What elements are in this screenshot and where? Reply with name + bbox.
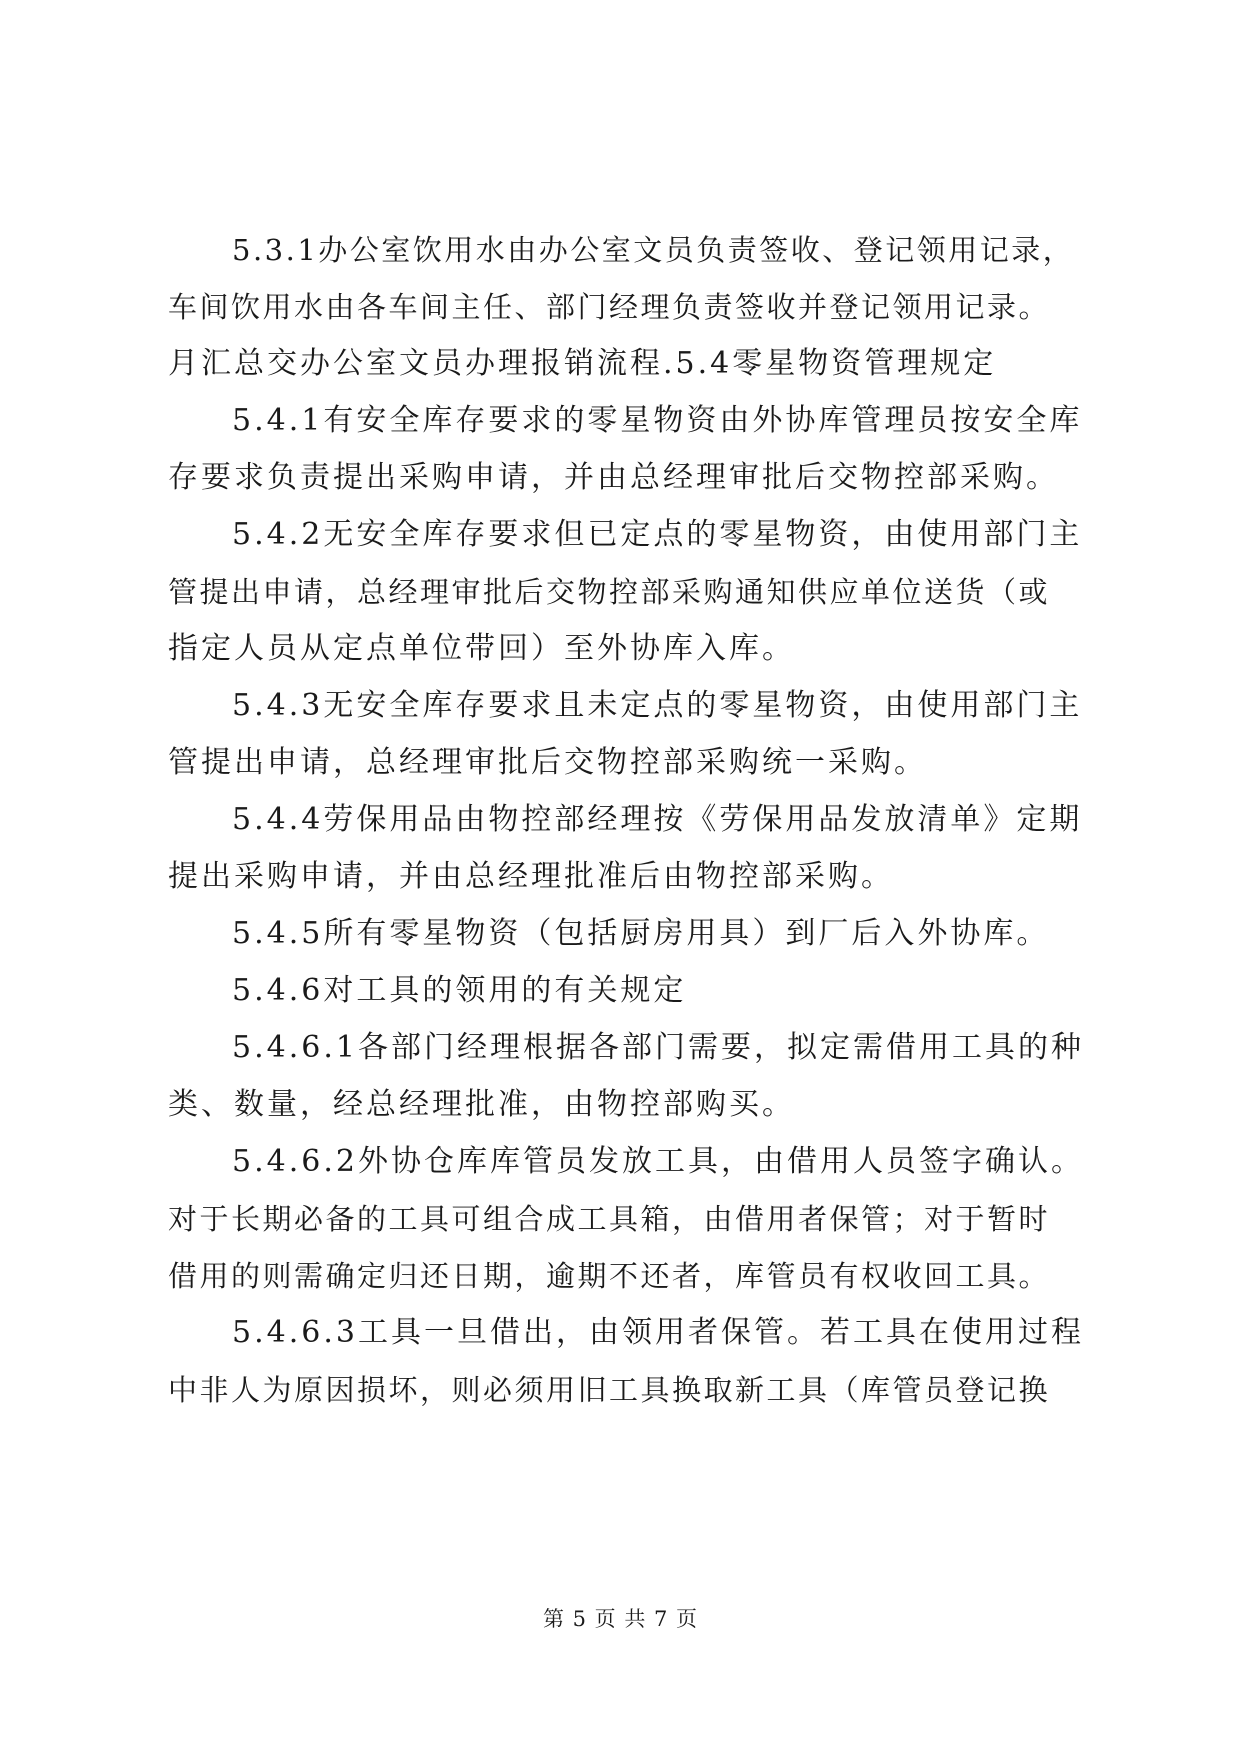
text-line: 对于长期必备的工具可组合成工具箱，由借用者保管；对于暂时 — [168, 1202, 1051, 1236]
text-line: 5.4.6对工具的领用的有关规定 — [232, 973, 687, 1008]
text-line: 车间饮用水由各车间主任、部门经理负责签收并登记领用记录。 — [168, 290, 1051, 324]
text-line: 5.4.3无安全库存要求且未定点的零星物资，由使用部门主 — [232, 688, 1083, 723]
text-line: 5.4.1有安全库存要求的零星物资由外协库管理员按安全库 — [232, 403, 1083, 438]
text-line: 类、数量，经总经理批准，由物控部购买。 — [168, 1087, 795, 1122]
text-line: 5.4.6.3工具一旦借出，由领用者保管。若工具在使用过程 — [232, 1315, 1084, 1350]
text-line: 5.4.2无安全库存要求但已定点的零星物资，由使用部门主 — [232, 517, 1083, 552]
text-line: 指定人员从定点单位带回）至外协库入库。 — [168, 631, 795, 666]
text-line: 中非人为原因损坏，则必须用旧工具换取新工具（库管员登记换 — [168, 1373, 1051, 1407]
text-line: 借用的则需确定归还日期，逾期不还者，库管员有权收回工具。 — [168, 1259, 1051, 1293]
text-line: 管提出申请，总经理审批后交物控部采购统一采购。 — [168, 745, 927, 780]
text-line: 5.3.1办公室饮用水由办公室文员负责签收、登记领用记录， — [232, 233, 1075, 267]
text-line: 5.4.6.1各部门经理根据各部门需要，拟定需借用工具的种 — [232, 1030, 1084, 1065]
text-line: 提出采购申请，并由总经理批准后由物控部采购。 — [168, 859, 894, 894]
text-line: 存要求负责提出采购申请，并由总经理审批后交物控部采购。 — [168, 460, 1059, 495]
text-line: 月汇总交办公室文员办理报销流程.5.4零星物资管理规定 — [168, 346, 997, 381]
text-line: 5.4.6.2外协仓库库管员发放工具，由借用人员签字确认。 — [232, 1144, 1084, 1179]
text-line: 5.4.5所有零星物资（包括厨房用具）到厂后入外协库。 — [232, 916, 1050, 951]
text-line: 5.4.4劳保用品由物控部经理按《劳保用品发放清单》定期 — [232, 802, 1083, 837]
text-line: 管提出申请，总经理审批后交物控部采购通知供应单位送货（或 — [168, 575, 1051, 609]
page-number-footer: 第 5 页 共 7 页 — [542, 1607, 699, 1631]
